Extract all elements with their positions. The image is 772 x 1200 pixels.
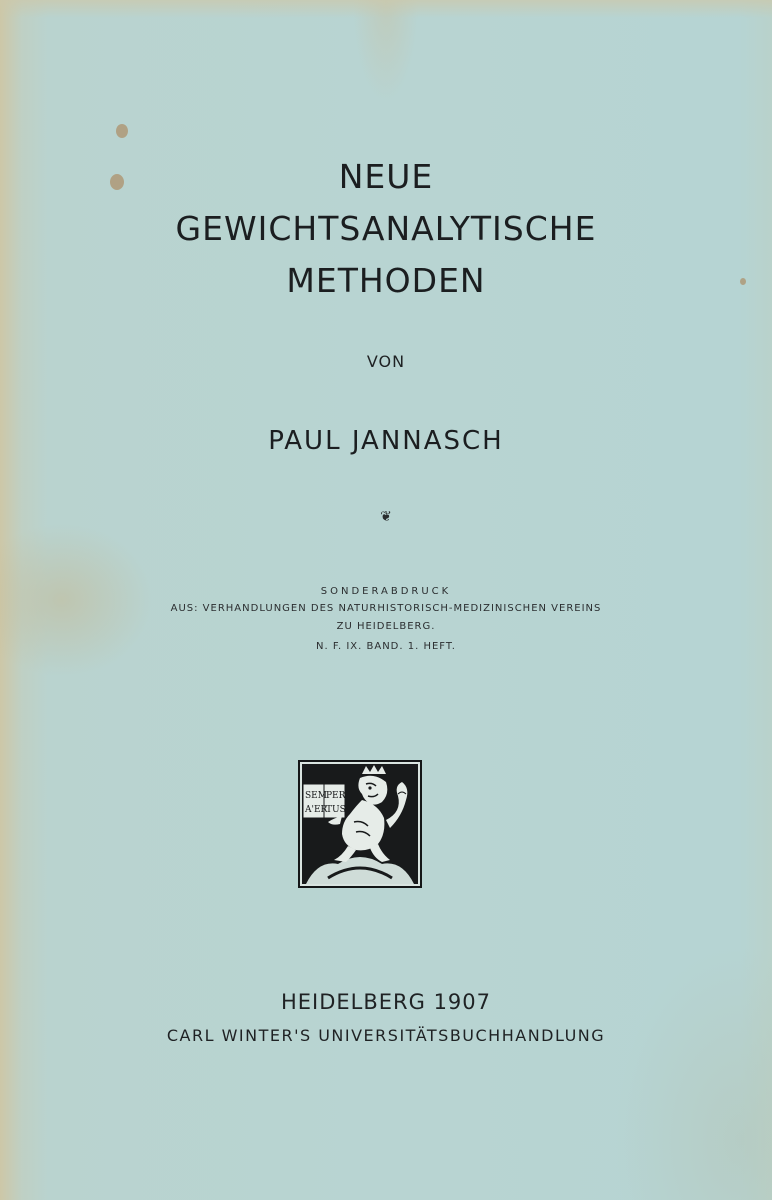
motto-text: TUS	[326, 805, 346, 815]
foxing-spot	[116, 124, 128, 138]
offprint-label: SONDERABDRUCK	[320, 586, 452, 597]
offprint-volume-line: N. F. IX. BAND. 1. HEFT.	[316, 641, 456, 652]
byline: VON	[366, 352, 406, 371]
floral-ornament-icon: ❦	[380, 509, 392, 525]
publisher-device-lion-icon	[298, 760, 422, 888]
title-line-1: NEUE	[338, 157, 434, 196]
offprint-source-line: AUS: VERHANDLUNGEN DES NATURHISTORISCH-MEDIZINISCHEN VEREINS	[170, 603, 602, 614]
motto-text: PER	[326, 791, 346, 801]
offprint-place-line: ZU HEIDELBERG.	[336, 621, 436, 632]
motto-text: A'ER	[305, 805, 328, 815]
paper-edge-stain	[0, 0, 772, 18]
title-line-3: METHODEN	[286, 261, 486, 300]
title-line-2: GEWICHTSANALYTISCHE	[175, 209, 597, 248]
author-name: PAUL JANNASCH	[268, 426, 504, 456]
motto-text: SEM	[305, 791, 327, 801]
imprint-publisher: CARL WINTER'S UNIVERSITÄTSBUCHHANDLUNG	[166, 1026, 606, 1045]
imprint-city-year: HEIDELBERG 1907	[280, 990, 492, 1014]
